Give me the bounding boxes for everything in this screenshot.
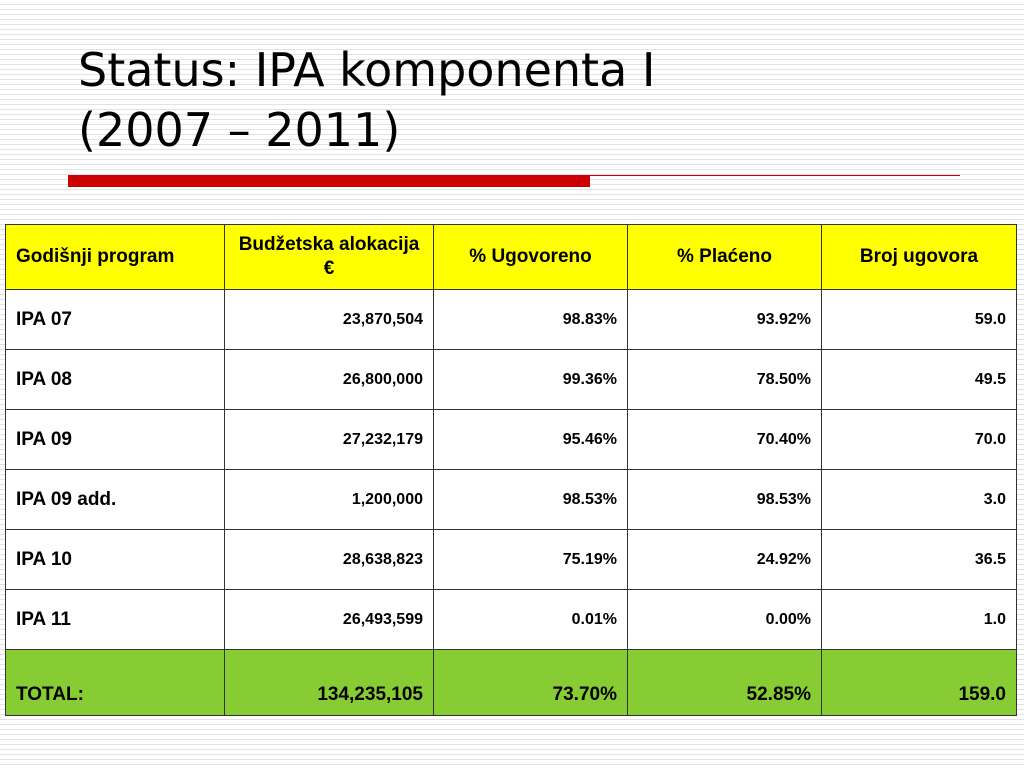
status-table-container [5,224,1016,708]
title-underline-thin [590,175,960,176]
header-godisnji-program: Godišnji program [6,225,225,290]
table-row [6,350,1017,410]
cell-placeno: 70.40% [628,410,822,470]
cell-placeno: 0.00% [628,590,822,650]
table-row [6,290,1017,350]
cell-broj-ugovora: 49.5 [822,350,1017,410]
total-label: TOTAL: [6,650,225,716]
cell-alokacija: 26,493,599 [225,590,434,650]
header-ugovoreno: % Ugovoreno [434,225,628,290]
cell-placeno: 98.53% [628,470,822,530]
total-alokacija: 134,235,105 [225,650,434,716]
cell-broj-ugovora: 36.5 [822,530,1017,590]
cell-broj-ugovora: 1.0 [822,590,1017,650]
cell-program: IPA 11 [6,590,225,650]
cell-program: IPA 08 [6,350,225,410]
cell-alokacija: 27,232,179 [225,410,434,470]
title-underline-thick [68,175,590,187]
cell-alokacija: 28,638,823 [225,530,434,590]
slide-title-line-1: Status: IPA komponenta I [78,43,656,97]
table-row [6,590,1017,650]
header-budzetska-alokacija: Budžetska alokacija € [225,225,434,290]
cell-program: IPA 09 [6,410,225,470]
header-placeno: % Plaćeno [628,225,822,290]
cell-placeno: 24.92% [628,530,822,590]
status-table [5,224,1017,716]
table-row [6,410,1017,470]
cell-broj-ugovora: 3.0 [822,470,1017,530]
cell-alokacija: 23,870,504 [225,290,434,350]
cell-program: IPA 07 [6,290,225,350]
cell-broj-ugovora: 70.0 [822,410,1017,470]
cell-ugovoreno: 99.36% [434,350,628,410]
total-broj-ugovora: 159.0 [822,650,1017,716]
cell-placeno: 93.92% [628,290,822,350]
cell-alokacija: 1,200,000 [225,470,434,530]
table-header-row [6,225,1017,290]
cell-ugovoreno: 98.53% [434,470,628,530]
cell-placeno: 78.50% [628,350,822,410]
table-row [6,530,1017,590]
cell-program: IPA 10 [6,530,225,590]
cell-ugovoreno: 98.83% [434,290,628,350]
slide-title-line-2: (2007 – 2011) [78,103,401,157]
cell-ugovoreno: 95.46% [434,410,628,470]
total-placeno: 52.85% [628,650,822,716]
total-ugovoreno: 73.70% [434,650,628,716]
cell-broj-ugovora: 59.0 [822,290,1017,350]
table-total-row [6,650,1017,716]
cell-alokacija: 26,800,000 [225,350,434,410]
cell-program: IPA 09 add. [6,470,225,530]
cell-ugovoreno: 0.01% [434,590,628,650]
cell-ugovoreno: 75.19% [434,530,628,590]
header-broj-ugovora: Broj ugovora [822,225,1017,290]
table-row [6,470,1017,530]
slide-title [78,40,978,160]
